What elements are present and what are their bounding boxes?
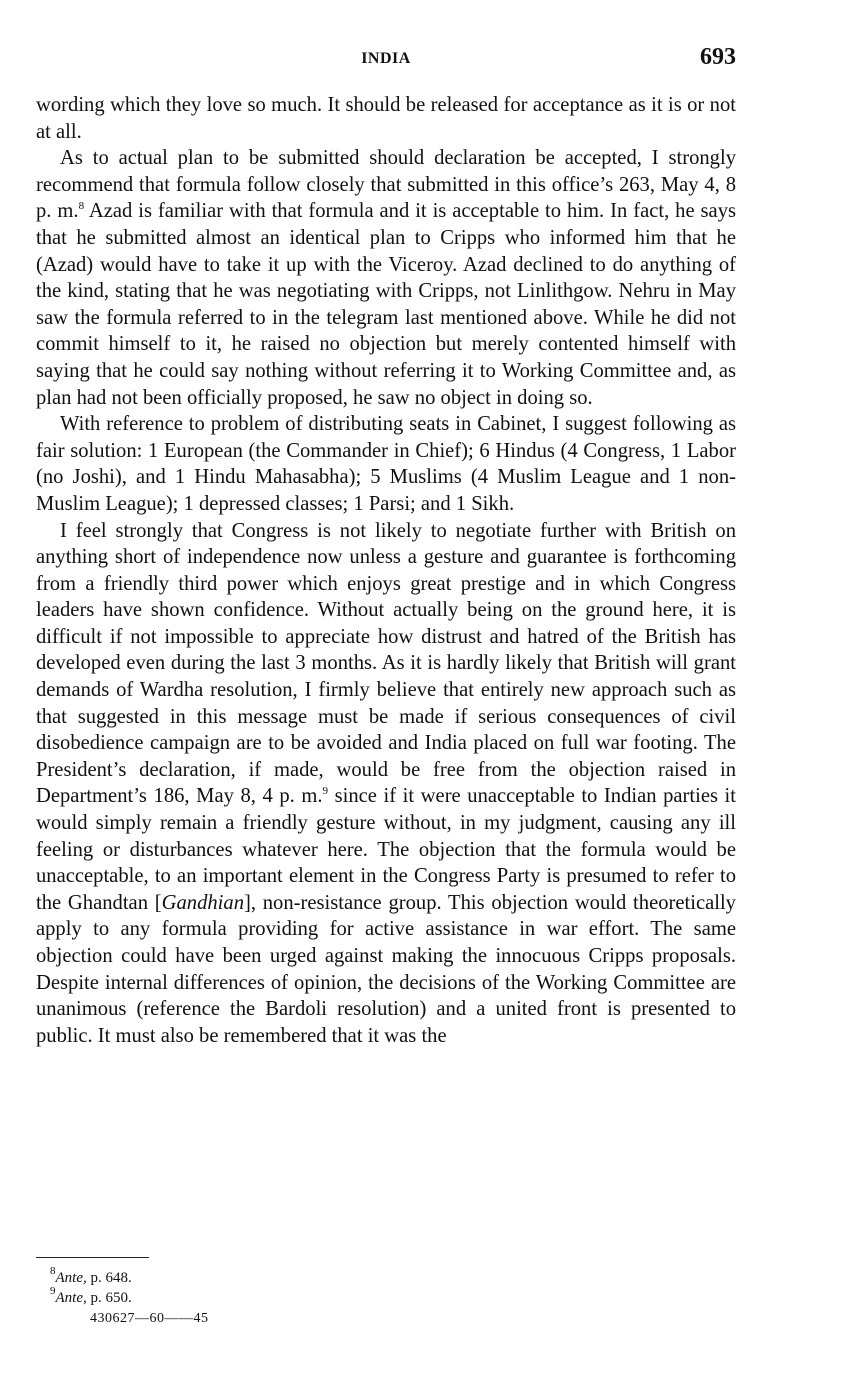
page-header	[36, 44, 736, 74]
print-code: 430627—60——45	[90, 1311, 209, 1326]
footnote-page: p. 650.	[86, 1290, 132, 1306]
footnote	[50, 1265, 132, 1288]
footnotes	[50, 1265, 132, 1308]
paragraph-text: wording which they love so much. It should be released for acceptance as it is or not at all.	[36, 94, 736, 143]
footnote	[50, 1285, 132, 1308]
paragraph-text: since if it were unacceptable to Indian parties it would simply remain a friendly gesture without, in my judgment, causing any ill feeling or disturbances whatever here. The objection that the formula would be unacceptable, to an important element in the Congress Party is presumed to refer to the Ghandtan [	[36, 785, 737, 914]
paragraph-text: I feel strongly that Congress is not likely to negotiate further with British on anything short of independence now unless a gesture and guarantee is forthcoming from a friendly third power which enjoys great prestige and in which Congress leaders have shown confidence. Without actually being on the ground here, it is difficult if not impossible to appreciate how distrust and hatred of the British has developed even during the last 3 months. As it is hardly likely that British will grant demands of Wardha resolution, I firmly believe that entirely new approach such as that suggested in this message must be made if serious consequences of civil disobedience campaign are to be avoided and India placed on full war footing. The President’s declaration, if made, would be free from the objection raised in Department’s 186, May 8, 4 p. m.	[36, 519, 736, 808]
footnote-mark: 8	[50, 1265, 56, 1277]
footnote-page: p. 648.	[86, 1270, 132, 1286]
paragraph-text: ], non-resistance group. This objection would theoretically apply to any formula providing for active assistance in war effort. The same objection could have been urged against making the innocuous Cripps proposals. Despite internal differences of opinion, the decisions of the Working Committee are unanimous (reference the Bardoli resolution) and a united front is presented to public. It must also be remembered that it was the	[36, 891, 736, 1047]
body-text	[36, 92, 736, 1049]
editorial-correction: Gandhian	[161, 891, 244, 914]
paragraph	[36, 411, 736, 517]
paragraph-text: Azad is familiar with that formula and it is acceptable to him. In fact, he says that he submitted almost an identical plan to Cripps who informed him that he (Azad) would have to take it up with the Viceroy. Azad declined to do anything of the kind, stating that he was negotiating with Cripps, not Linlithgow. Nehru in May saw the formula referred to in the telegram last mentioned above. While he did not commit himself to it, he raised no objection but merely contented himself with saying that he could say nothing without referring it to Working Committee and, as plan had not been officially proposed, he saw no object in doing so.	[36, 200, 737, 409]
footnote-mark: 9	[50, 1285, 56, 1297]
footnote-ref-text: Ante,	[55, 1270, 87, 1286]
footnote-ref-text: Ante,	[55, 1290, 87, 1306]
running-head: INDIA	[361, 50, 411, 67]
paragraph-text: With reference to problem of distributing seats in Cabinet, I suggest following as fair solution: 1 European (the Commander in Chief); 6 Hindus (4 Congress, 1 Labor (no Joshi), and 1 Hindu Mahasabha); 5 Muslims (4 Muslim League and 1 non-Muslim League); 1 depressed classes; 1 Parsi; and 1 Sikh.	[36, 413, 736, 515]
paragraph	[36, 145, 736, 411]
page-number: 693	[700, 44, 736, 70]
footnote-ref[interactable]: 9	[322, 785, 329, 798]
footnote-rule	[36, 1257, 149, 1258]
paragraph	[36, 92, 736, 145]
paragraph-text: As to actual plan to be submitted should declaration be accepted, I strongly recommend that formula follow closely that submitted in this office’s 263, May 4, 8 p. m.	[36, 147, 736, 223]
footnote-ref[interactable]: 8	[78, 200, 85, 213]
paragraph	[36, 518, 736, 1050]
